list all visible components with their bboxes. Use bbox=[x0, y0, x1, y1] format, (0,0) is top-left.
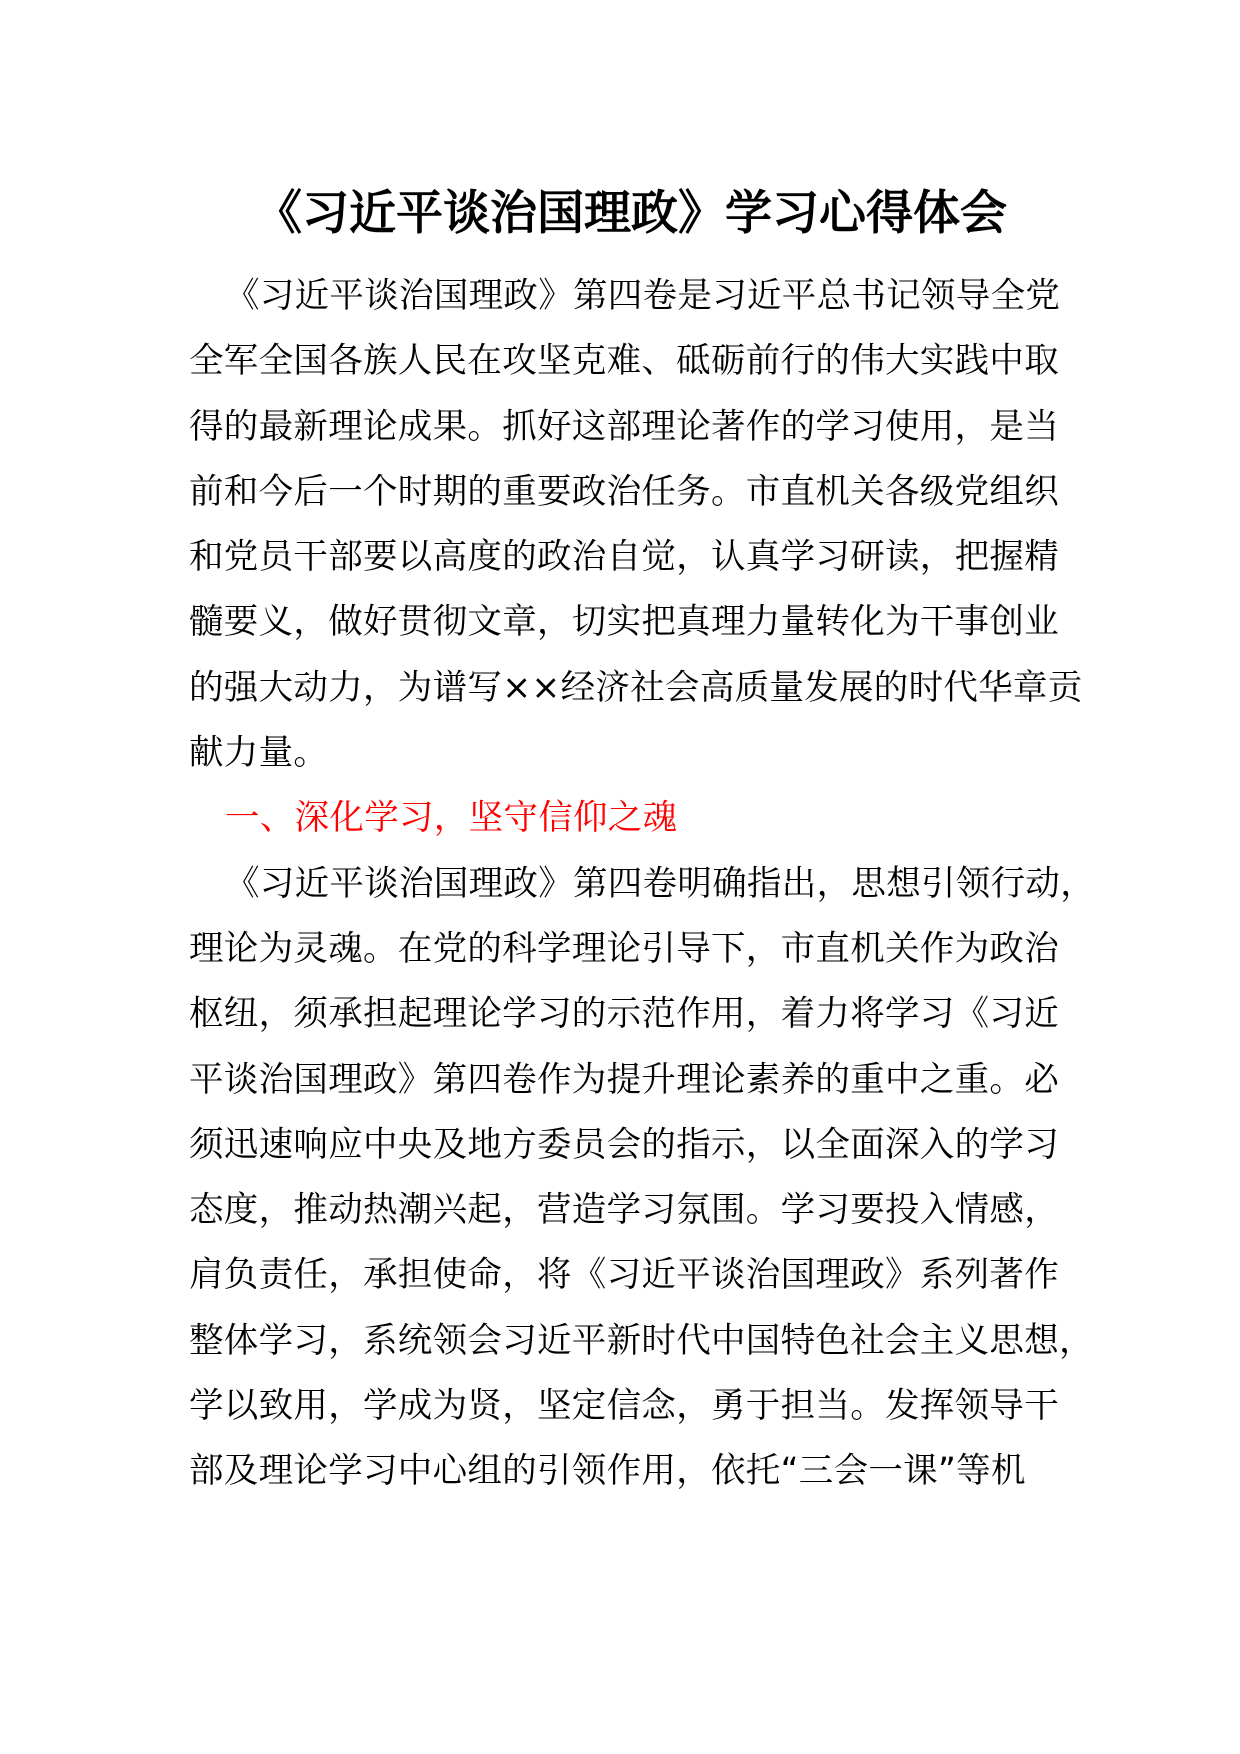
paragraph-line: 学以致用，学成为贤，坚定信念，勇于担当。发挥领导干 bbox=[189, 1386, 1059, 1427]
paragraph-line: 须迅速响应中央及地方委员会的指示，以全面深入的学习 bbox=[189, 1124, 1059, 1165]
paragraph-line: 的强大动力，为谱写××经济社会高质量发展的时代华章贡 bbox=[189, 667, 1083, 708]
paragraph-line: 和党员干部要以高度的政治自觉，认真学习研读，把握精 bbox=[189, 537, 1059, 578]
paragraph-line: 全军全国各族人民在攻坚克难、砥砺前行的伟大实践中取 bbox=[189, 341, 1059, 382]
paragraph-line: 平谈治国理政》第四卷作为提升理论素养的重中之重。必 bbox=[189, 1059, 1059, 1100]
paragraph-line: 《习近平谈治国理政》第四卷明确指出，思想引领行动， bbox=[225, 863, 1095, 904]
paragraph-line: 髓要义，做好贯彻文章，切实把真理力量转化为干事创业 bbox=[189, 602, 1059, 643]
paragraph-line: 《习近平谈治国理政》第四卷是习近平总书记领导全党 bbox=[225, 276, 1061, 316]
document-title: 《习近平谈治国理政》学习心得体会 bbox=[255, 186, 1007, 241]
paragraph-line: 整体学习，系统领会习近平新时代中国特色社会主义思想， bbox=[189, 1320, 1094, 1361]
paragraph-line: 部及理论学习中心组的引领作用，依托“三会一课”等机 bbox=[189, 1451, 1026, 1492]
paragraph-line: 前和今后一个时期的重要政治任务。市直机关各级党组织 bbox=[189, 471, 1059, 512]
document-body bbox=[189, 264, 1095, 1505]
paragraph-line: 得的最新理论成果。抓好这部理论著作的学习使用，是当 bbox=[189, 406, 1059, 447]
section-heading: 一、深化学习，坚守信仰之魂 bbox=[225, 798, 678, 839]
paragraph-line: 态度，推动热潮兴起，营造学习氛围。学习要投入情感， bbox=[189, 1190, 1059, 1231]
paragraph-line: 肩负责任，承担使命，将《习近平谈治国理政》系列著作 bbox=[189, 1255, 1059, 1296]
paragraph-line: 献力量。 bbox=[189, 733, 329, 774]
paragraph-line: 理论为灵魂。在党的科学理论引导下，市直机关作为政治 bbox=[189, 928, 1059, 969]
paragraph-line: 枢纽，须承担起理论学习的示范作用，着力将学习《习近 bbox=[189, 994, 1059, 1035]
